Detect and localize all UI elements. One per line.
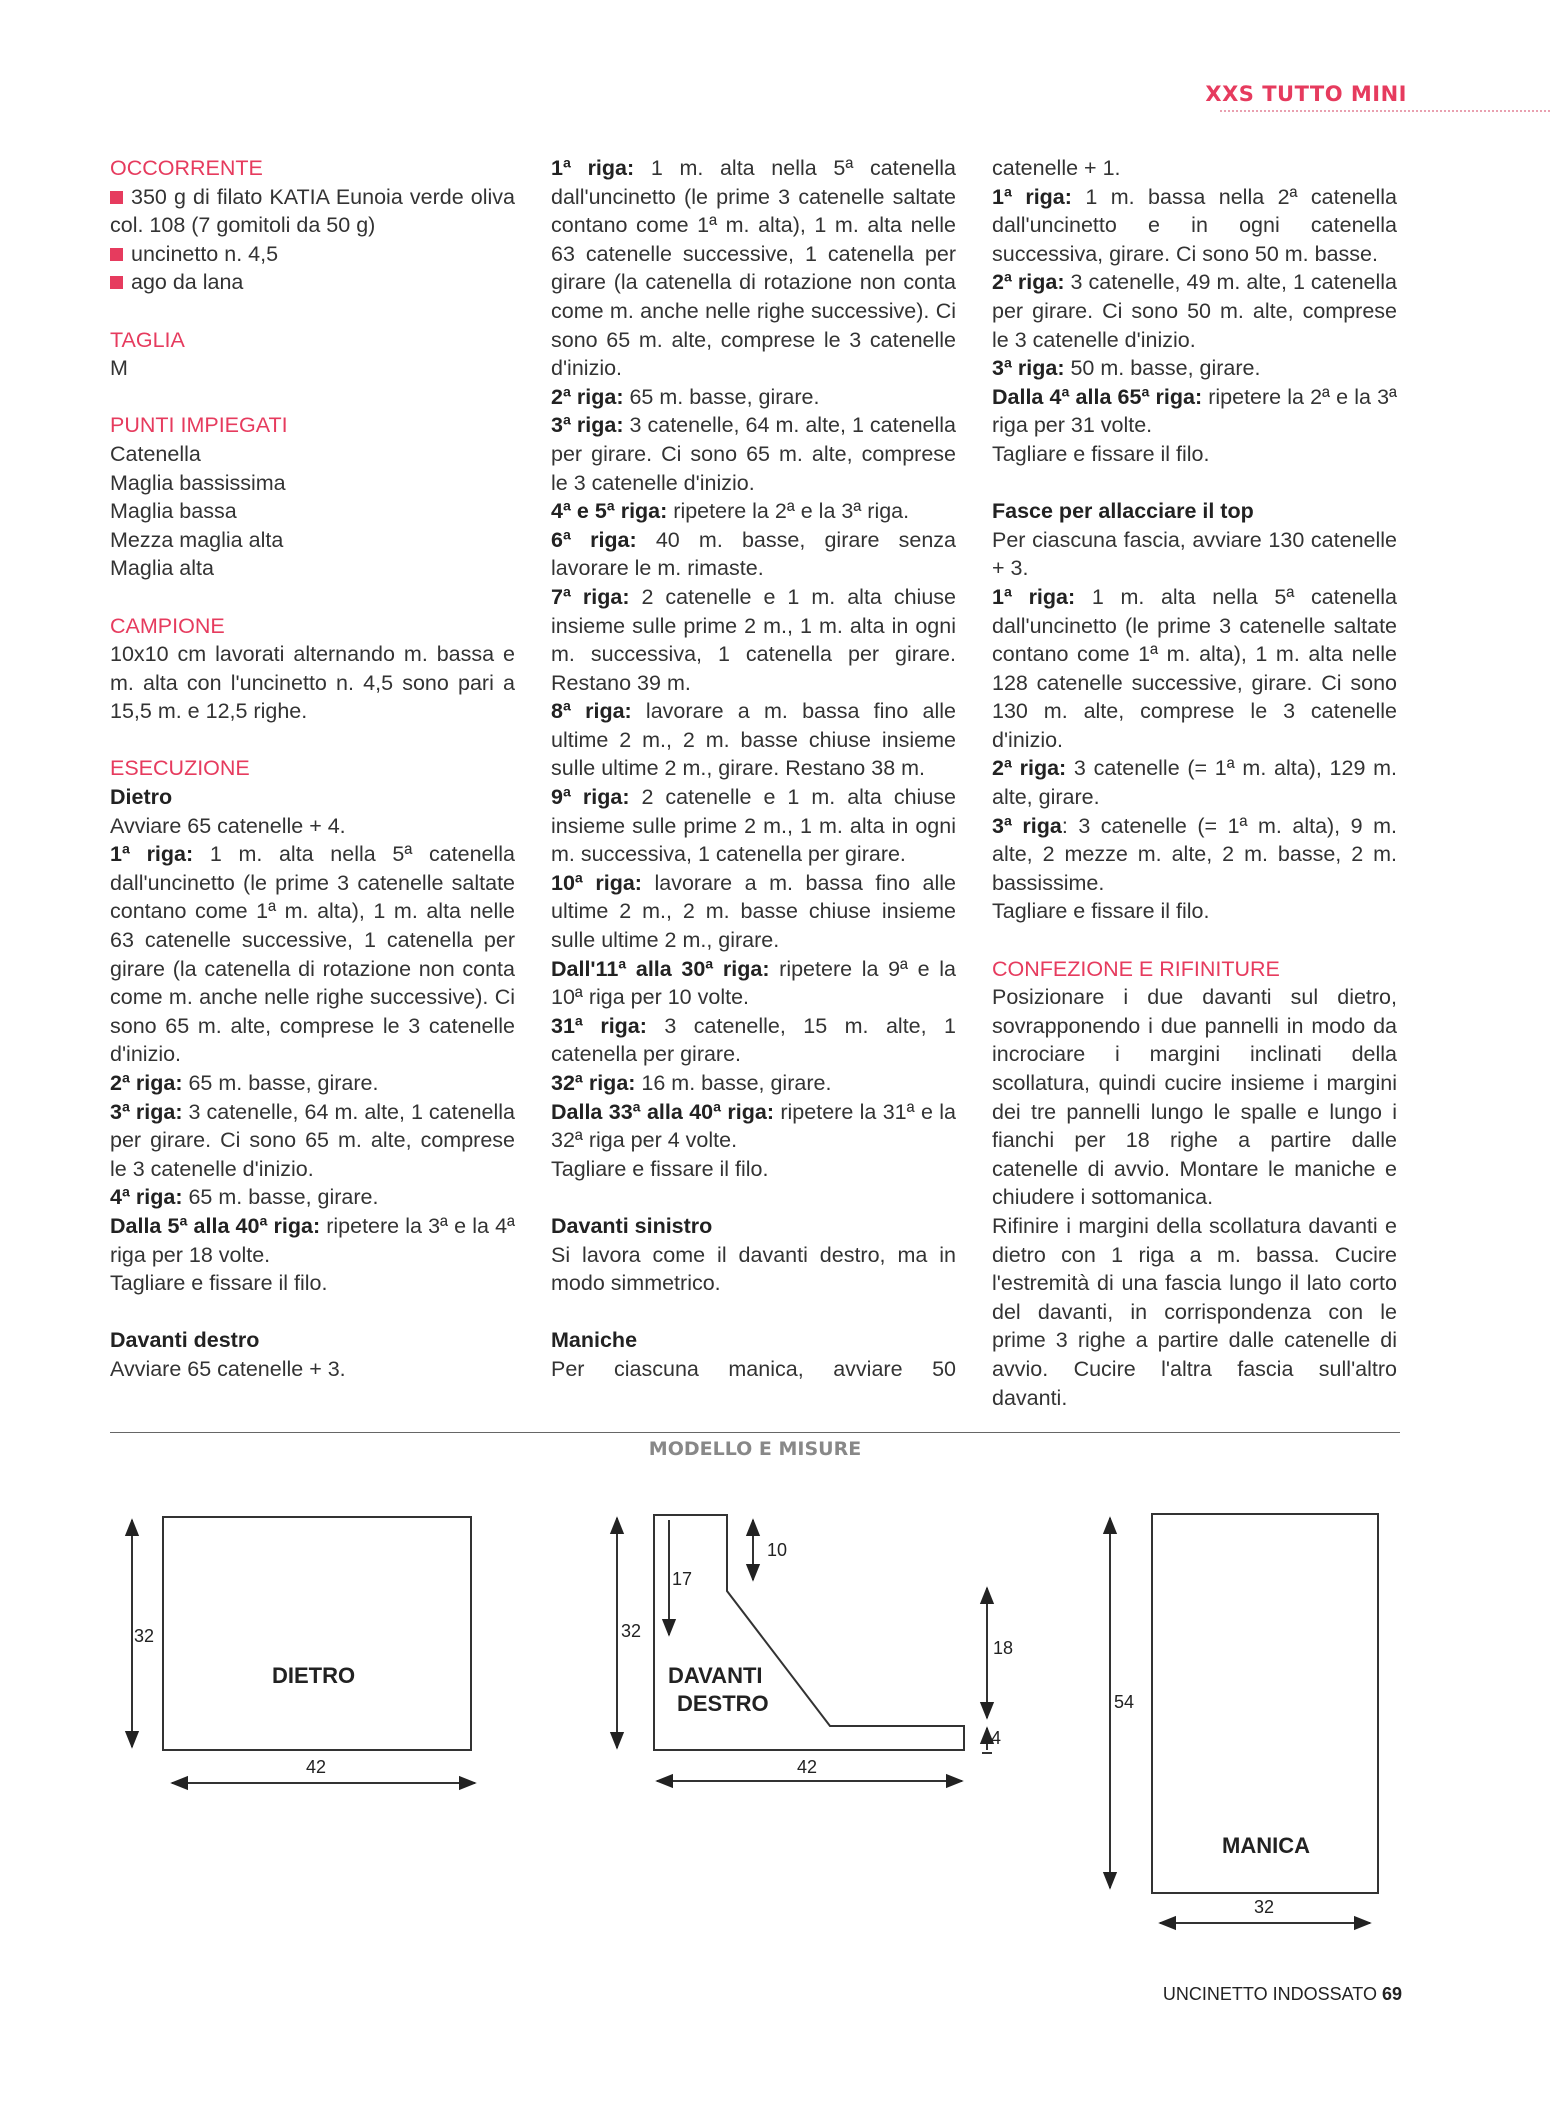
fasce-row-1: 1ª riga: 1 m. alta nella 5ª catenella dall'uncinetto (le prime 3 catenelle saltate contano come 1ª m. alta), 1 m. alta nelle 128 catenelle successive, girare. Ci sono 130 m. alte, comprese le 3 catenelle d'inizio.	[992, 584, 1398, 752]
campione-heading: CAMPIONE	[110, 613, 225, 638]
campione-text: 10x10 cm lavorati alternando m. bassa e m. alta con l'uncinetto n. 4,5 sono pari a 15,5 m. e 12,5 righe.	[110, 642, 515, 724]
dd-row-10: 10ª riga: lavorare a m. bassa fino alle ultime 2 m., 2 m. basse chiuse insieme sulle ultime 2 m., girare.	[551, 870, 956, 953]
dietro-row-5-40: Dalla 5ª alla 40ª riga: ripetere la 3ª e la 4ª riga per 18 volte.	[110, 1213, 515, 1267]
dietro-end: Tagliare e fissare il filo.	[110, 1271, 328, 1296]
dd-row-3: 3ª riga: 3 catenelle, 64 m. alte, 1 catenella per girare. Ci sono 65 m. alte, comprese le 3 catenelle d'inizio.	[551, 413, 956, 495]
dietro-row-4: 4ª riga: 65 m. basse, girare.	[110, 1185, 379, 1210]
davanti-sinistro-text: Si lavora come il davanti destro, ma in modo simmetrico.	[551, 1242, 956, 1296]
stitch-item: Maglia bassa	[110, 499, 237, 524]
stitch-item: Maglia bassissima	[110, 470, 286, 495]
materials-item-2: uncinetto n. 4,5	[110, 240, 515, 269]
taglia-heading: TAGLIA	[110, 327, 185, 352]
dietro-row-1: 1ª riga: 1 m. alta nella 5ª catenella dall'uncinetto (le prime 3 catenelle saltate contano come 1ª m. alta), 1 m. alta nelle 63 catenelle successive, 1 catenella per girare (la catenella di rotazione non conta come m. anche nelle righe successive). Ci sono 65 m. alte, comprese le 3 catenelle d'inizio.	[110, 842, 516, 1067]
figure-title: MODELLO E MISURE	[648, 1438, 862, 1460]
manica-width-label: 32	[1254, 1897, 1275, 1917]
dd-row-1: 1ª riga: 1 m. alta nella 5ª catenella dall'uncinetto (le prime 3 catenelle saltate contano come 1ª m. alta), 1 m. alta nelle 63 catenelle successive, 1 catenella per girare (la catenella di rotazione non conta come m. anche nelle righe successive). Ci sono 65 m. alte, comprese le 3 catenelle d'inizio.	[551, 156, 957, 381]
davanti-destro-cast-on: Avviare 65 catenelle + 3.	[110, 1356, 346, 1381]
dietro-cast-on: Avviare 65 catenelle + 4.	[110, 813, 346, 838]
davanti-label-line1: DAVANTI	[668, 1663, 763, 1688]
materials-item-3: ago da lana	[110, 268, 515, 297]
neck-top-label: 10	[767, 1540, 788, 1560]
stitch-item: Mezza maglia alta	[110, 527, 284, 552]
confezione-p1: Posizionare i due davanti sul dietro, sovrapponendo i due pannelli in modo da incrociare i margini inclinati della scollatura, quindi cucire insieme i margini dei tre pannelli lungo le spalle e lungo i fianchi per 18 righe a partire dalle catenelle di avvio. Montare le maniche e chiudere i sottomanica.	[992, 985, 1397, 1210]
dietro-row-3: 3ª riga: 3 catenelle, 64 m. alte, 1 catenella per girare. Ci sono 65 m. alte, comprese le 3 catenelle d'inizio.	[110, 1099, 515, 1181]
magazine-name: UNCINETTO INDOSSATO	[1162, 1984, 1377, 2004]
taglia-value: M	[110, 356, 128, 381]
dd-row-6: 6ª riga: 40 m. basse, girare senza lavorare le m. rimaste.	[551, 527, 956, 581]
dd-row-8: 8ª riga: lavorare a m. bassa fino alle ultime 2 m., 2 m. basse chiuse insieme sulle ultime 2 m., girare. Restano 38 m.	[551, 699, 956, 781]
maniche-text: Per ciascuna manica, avviare 50	[551, 1356, 956, 1381]
side-right-label: 18	[993, 1638, 1014, 1658]
dd-row-11-30: Dall'11ª alla 30ª riga: ripetere la 9ª e la 10ª riga per 10 volte.	[551, 956, 956, 1010]
manica-label: MANICA	[1222, 1833, 1310, 1858]
man-row-2: 2ª riga: 3 catenelle, 49 m. alte, 1 catenella per girare. Ci sono 50 m. alte, comprese le 3 catenelle d'inizio.	[992, 270, 1397, 352]
fasce-row-3: 3ª riga: 3 catenelle (= 1ª m. alta), 9 m. alte, 2 mezze m. alte, 2 m. basse, 2 m. bassissime.	[992, 813, 1397, 895]
dietro-outline	[163, 1517, 471, 1750]
man-row-1: 1ª riga: 1 m. bassa nella 2ª catenella dall'uncinetto e in ogni catenella successiva, girare. Ci sono 50 m. basse.	[992, 184, 1397, 266]
man-row-4-65: Dalla 4ª alla 65ª riga: ripetere la 2ª e la 3ª riga per 31 volte.	[992, 384, 1397, 438]
neck-side-label: 17	[672, 1569, 693, 1589]
man-end: Tagliare e fissare il filo.	[992, 441, 1210, 466]
dietro-height-label: 32	[134, 1626, 155, 1646]
dd-row-33-40: Dalla 33ª alla 40ª riga: ripetere la 31ª e la 32ª riga per 4 volte.	[551, 1099, 956, 1153]
occorrente-heading: OCCORRENTE	[110, 156, 263, 180]
dd-row-4-5: 4ª e 5ª riga: ripetere la 2ª e la 3ª riga.	[551, 499, 910, 524]
dietro-width-label: 42	[306, 1757, 327, 1777]
punti-heading: PUNTI IMPIEGATI	[110, 413, 288, 438]
dd-row-7: 7ª riga: 2 catenelle e 1 m. alta chiuse insieme sulle prime 2 m., 1 m. alta in ogni m. successiva, 1 catenella per girare. Restano 39 m.	[551, 584, 956, 695]
page-number: 69	[1381, 1984, 1402, 2004]
dietro-row-2: 2ª riga: 65 m. basse, girare.	[110, 1071, 379, 1095]
section-tag: XXS TUTTO MINI	[1205, 82, 1407, 106]
davanti-label-line2: DESTRO	[677, 1691, 769, 1716]
dd-row-9: 9ª riga: 2 catenelle e 1 m. alta chiuse insieme sulle prime 2 m., 1 m. alta in ogni m. successiva, 1 catenella per girare.	[551, 785, 956, 867]
man-row-3: 3ª riga: 50 m. basse, girare.	[992, 356, 1261, 381]
davanti-sinistro-subheading: Davanti sinistro	[551, 1213, 713, 1238]
fasce-subheading: Fasce per allacciare il top	[992, 499, 1254, 524]
manica-height-label: 54	[1114, 1692, 1135, 1712]
dd-row-32: 32ª riga: 16 m. basse, girare.	[551, 1071, 832, 1095]
davanti-destro-subheading: Davanti destro	[110, 1328, 260, 1353]
esecuzione-heading: ESECUZIONE	[110, 756, 250, 781]
dietro-subheading: Dietro	[110, 785, 173, 810]
fasce-end: Tagliare e fissare il filo.	[992, 899, 1210, 924]
materials-item-1: 350 g di filato KATIA Eunoia verde oliva col. 108 (7 gomitoli da 50 g)	[110, 184, 515, 238]
dd-row-31: 31ª riga: 3 catenelle, 15 m. alte, 1 catenella per girare.	[551, 1013, 957, 1067]
bottom-right-label: 4	[991, 1728, 1002, 1748]
confezione-p2: Rifinire i margini della scollatura davanti e dietro con 1 riga a m. bassa. Cucire l'estremità di una fascia lungo il lato corto del davanti, in corrispondenza con le prime 3 righe a partire dalle catenelle di avvio. Cucire l'altra fascia sull'altro davanti.	[992, 1213, 1397, 1410]
maniche-cont: catenelle + 1.	[992, 156, 1121, 180]
stitch-item: Catenella	[110, 441, 201, 466]
fasce-cast-on: Per ciascuna fascia, avviare 130 catenelle + 3.	[992, 527, 1397, 581]
dietro-label: DIETRO	[272, 1663, 356, 1688]
fasce-row-2: 2ª riga: 3 catenelle (= 1ª m. alta), 129 m. alte, girare.	[992, 756, 1397, 810]
confezione-heading: CONFEZIONE E RIFINITURE	[992, 956, 1280, 981]
stitch-item: Maglia alta	[110, 556, 214, 581]
page-footer	[1163, 1984, 1402, 2005]
dd-row-2: 2ª riga: 65 m. basse, girare.	[551, 384, 820, 409]
dd-end: Tagliare e fissare il filo.	[551, 1156, 769, 1181]
davanti-height-label: 32	[621, 1621, 642, 1641]
davanti-width-label: 42	[797, 1757, 818, 1777]
maniche-subheading: Maniche	[551, 1328, 638, 1353]
